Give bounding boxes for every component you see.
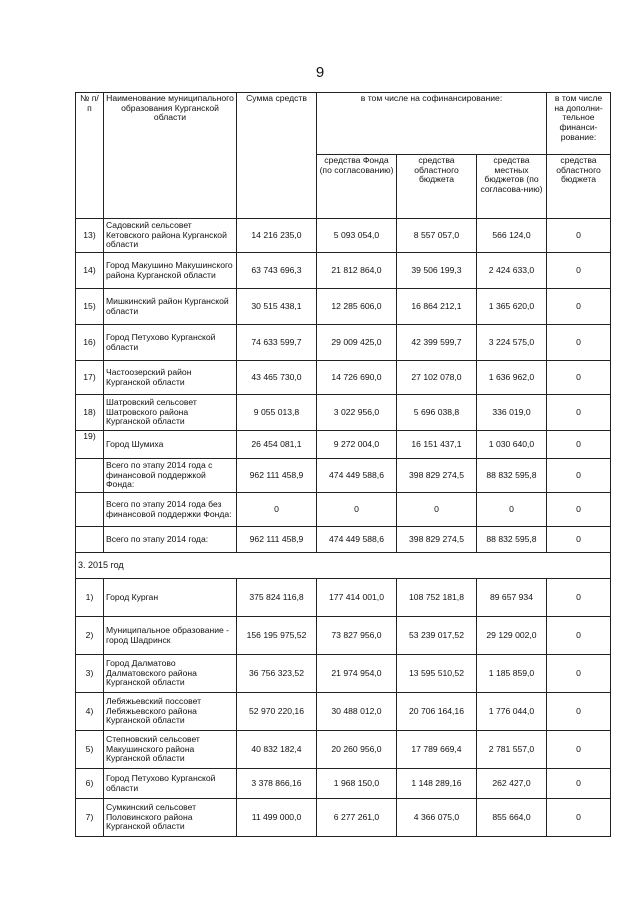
row-number: 18) — [76, 395, 104, 431]
row-fund: 73 827 956,0 — [317, 617, 397, 655]
totals-row — [76, 493, 611, 527]
row-extra: 0 — [547, 219, 611, 253]
table-row — [76, 325, 611, 361]
table-row — [76, 731, 611, 769]
row-number: 5) — [76, 731, 104, 769]
row-municipality: Частоозерский район Курганской области — [104, 361, 237, 395]
row-extra: 0 — [547, 799, 611, 837]
section-row — [76, 553, 611, 579]
row-local: 1 185 859,0 — [477, 655, 547, 693]
row-total: 30 515 438,1 — [237, 289, 317, 325]
row-number: 14) — [76, 253, 104, 289]
totals-fund: 474 449 588,6 — [317, 527, 397, 553]
row-number: 4) — [76, 693, 104, 731]
totals-regional: 0 — [397, 493, 477, 527]
row-local: 1 776 044,0 — [477, 693, 547, 731]
totals-extra: 0 — [547, 459, 611, 493]
row-fund: 30 488 012,0 — [317, 693, 397, 731]
totals-total: 0 — [237, 493, 317, 527]
row-total: 11 499 000,0 — [237, 799, 317, 837]
row-number: 1) — [76, 579, 104, 617]
row-total: 14 216 235,0 — [237, 219, 317, 253]
header-extra: в том числе на дополни-тельное финанси-рование: — [547, 93, 611, 155]
table-row — [76, 395, 611, 431]
header-regional: средства областного бюджета — [397, 155, 477, 219]
row-number-empty — [76, 459, 104, 493]
row-extra: 0 — [547, 617, 611, 655]
row-regional: 13 595 510,52 — [397, 655, 477, 693]
row-extra: 0 — [547, 731, 611, 769]
table-row — [76, 431, 611, 459]
totals-total: 962 111 458,9 — [237, 527, 317, 553]
table-row — [76, 799, 611, 837]
row-extra: 0 — [547, 289, 611, 325]
row-local: 1 636 962,0 — [477, 361, 547, 395]
totals-extra: 0 — [547, 527, 611, 553]
row-number: 17) — [76, 361, 104, 395]
table-row — [76, 769, 611, 799]
row-local: 2 781 557,0 — [477, 731, 547, 769]
totals-regional: 398 829 274,5 — [397, 459, 477, 493]
header-fund: средства Фонда (по согласованию) — [317, 155, 397, 219]
header-cofinancing: в том числе на софинансирование: — [317, 93, 547, 155]
row-local: 1 030 640,0 — [477, 431, 547, 459]
row-total: 26 454 081,1 — [237, 431, 317, 459]
row-regional: 53 239 017,52 — [397, 617, 477, 655]
table-row — [76, 253, 611, 289]
totals-label: Всего по этапу 2014 года с финансовой поддержкой Фонда: — [104, 459, 237, 493]
row-municipality: Степновский сельсовет Макушинского района Курганской области — [104, 731, 237, 769]
totals-row — [76, 527, 611, 553]
row-regional: 5 696 038,8 — [397, 395, 477, 431]
totals-regional: 398 829 274,5 — [397, 527, 477, 553]
totals-fund: 474 449 588,6 — [317, 459, 397, 493]
row-total: 36 756 323,52 — [237, 655, 317, 693]
totals-local: 88 832 595,8 — [477, 459, 547, 493]
row-fund: 6 277 261,0 — [317, 799, 397, 837]
row-regional: 27 102 078,0 — [397, 361, 477, 395]
row-number: 6) — [76, 769, 104, 799]
totals-local: 0 — [477, 493, 547, 527]
row-fund: 20 260 956,0 — [317, 731, 397, 769]
row-extra: 0 — [547, 325, 611, 361]
header-municipality: Наименование муниципального образования Курганской области — [104, 93, 237, 219]
row-regional: 42 399 599,7 — [397, 325, 477, 361]
row-fund: 21 812 864,0 — [317, 253, 397, 289]
totals-row — [76, 459, 611, 493]
row-regional: 39 506 199,3 — [397, 253, 477, 289]
row-municipality: Шатровский сельсовет Шатровского района Курганской области — [104, 395, 237, 431]
header-local: средства местных бюджетов (по согласова-нию) — [477, 155, 547, 219]
row-local: 1 365 620,0 — [477, 289, 547, 325]
row-regional: 17 789 669,4 — [397, 731, 477, 769]
row-number: 19) — [76, 431, 104, 459]
row-fund: 5 093 054,0 — [317, 219, 397, 253]
totals-total: 962 111 458,9 — [237, 459, 317, 493]
row-fund: 29 009 425,0 — [317, 325, 397, 361]
row-total: 63 743 696,3 — [237, 253, 317, 289]
row-regional: 16 864 212,1 — [397, 289, 477, 325]
allocation-table — [75, 92, 611, 837]
row-total: 52 970 220,16 — [237, 693, 317, 731]
totals-label: Всего по этапу 2014 года: — [104, 527, 237, 553]
totals-local: 88 832 595,8 — [477, 527, 547, 553]
totals-fund: 0 — [317, 493, 397, 527]
row-local: 29 129 002,0 — [477, 617, 547, 655]
row-municipality: Садовский сельсовет Кетовского района Курганской области — [104, 219, 237, 253]
page-number: 9 — [315, 64, 325, 81]
header-extra-regional: средства областного бюджета — [547, 155, 611, 219]
row-total: 3 378 866,16 — [237, 769, 317, 799]
row-extra: 0 — [547, 693, 611, 731]
row-fund: 21 974 954,0 — [317, 655, 397, 693]
row-regional: 8 557 057,0 — [397, 219, 477, 253]
row-number-empty — [76, 527, 104, 553]
row-municipality: Мишкинский район Курганской области — [104, 289, 237, 325]
header-number: № п/п — [76, 93, 104, 219]
row-municipality: Лебяжьевский поссовет Лебяжьевского района Курганской области — [104, 693, 237, 731]
row-municipality: Муниципальное образование - город Шадринск — [104, 617, 237, 655]
row-extra: 0 — [547, 579, 611, 617]
row-total: 375 824 116,8 — [237, 579, 317, 617]
row-fund: 177 414 001,0 — [317, 579, 397, 617]
row-regional: 16 151 437,1 — [397, 431, 477, 459]
header-total: Сумма средств — [237, 93, 317, 219]
totals-extra: 0 — [547, 493, 611, 527]
table-row — [76, 219, 611, 253]
row-regional: 20 706 164,16 — [397, 693, 477, 731]
row-number: 16) — [76, 325, 104, 361]
row-extra: 0 — [547, 395, 611, 431]
totals-label: Всего по этапу 2014 года без финансовой поддержки Фонда: — [104, 493, 237, 527]
row-local: 336 019,0 — [477, 395, 547, 431]
row-total: 9 055 013,8 — [237, 395, 317, 431]
row-total: 40 832 182,4 — [237, 731, 317, 769]
row-local: 566 124,0 — [477, 219, 547, 253]
row-municipality: Город Петухово Курганской области — [104, 325, 237, 361]
row-fund: 1 968 150,0 — [317, 769, 397, 799]
row-municipality: Сумкинский сельсовет Половинского района Курганской области — [104, 799, 237, 837]
table-row — [76, 617, 611, 655]
table-row — [76, 655, 611, 693]
row-local: 2 424 633,0 — [477, 253, 547, 289]
row-total: 156 195 975,52 — [237, 617, 317, 655]
section-title: 3. 2015 год — [76, 553, 611, 579]
row-number: 15) — [76, 289, 104, 325]
row-local: 3 224 575,0 — [477, 325, 547, 361]
row-extra: 0 — [547, 431, 611, 459]
table-row — [76, 361, 611, 395]
row-number: 2) — [76, 617, 104, 655]
row-local: 855 664,0 — [477, 799, 547, 837]
row-local: 262 427,0 — [477, 769, 547, 799]
row-number: 3) — [76, 655, 104, 693]
row-fund: 9 272 004,0 — [317, 431, 397, 459]
row-extra: 0 — [547, 655, 611, 693]
row-municipality: Город Далматово Далматовского района Курганской области — [104, 655, 237, 693]
row-regional: 108 752 181,8 — [397, 579, 477, 617]
row-extra: 0 — [547, 769, 611, 799]
row-fund: 3 022 956,0 — [317, 395, 397, 431]
row-municipality: Город Петухово Курганской области — [104, 769, 237, 799]
table-row — [76, 579, 611, 617]
row-total: 74 633 599,7 — [237, 325, 317, 361]
row-number: 13) — [76, 219, 104, 253]
row-municipality: Город Курган — [104, 579, 237, 617]
row-number-empty — [76, 493, 104, 527]
row-municipality: Город Макушино Макушинского района Курганской области — [104, 253, 237, 289]
row-municipality: Город Шумиха — [104, 431, 237, 459]
row-fund: 12 285 606,0 — [317, 289, 397, 325]
row-regional: 1 148 289,16 — [397, 769, 477, 799]
row-extra: 0 — [547, 361, 611, 395]
table-row — [76, 693, 611, 731]
row-extra: 0 — [547, 253, 611, 289]
row-fund: 14 726 690,0 — [317, 361, 397, 395]
row-number: 7) — [76, 799, 104, 837]
row-regional: 4 366 075,0 — [397, 799, 477, 837]
row-local: 89 657 934 — [477, 579, 547, 617]
row-total: 43 465 730,0 — [237, 361, 317, 395]
table-row — [76, 289, 611, 325]
